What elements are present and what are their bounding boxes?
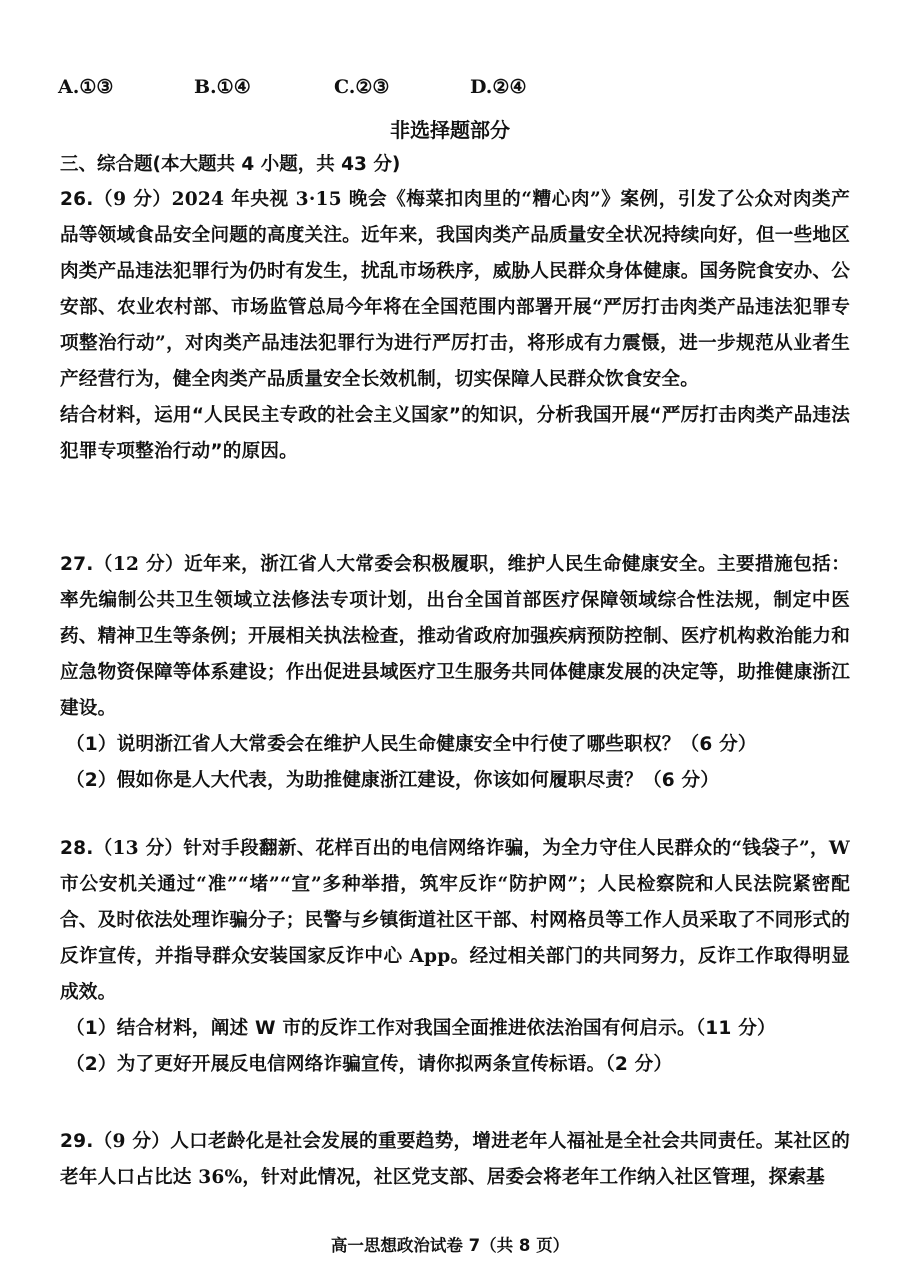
question-26-label: 26. [60,189,94,210]
page-footer: 高一思想政治试卷 7（共 8 页） [330,1236,570,1255]
option-a: A.①③ [58,76,114,98]
question-27 [60,547,850,799]
question-29-material [60,1124,850,1196]
part-heading: 三、综合题(本大题共 4 小题，共 43 分) [60,154,401,175]
question-27-label: 27. [60,554,94,575]
question-27-sub-2: （2）假如你是人大代表，为助推健康浙江建设，你该如何履职尽责？（6 分） [66,770,720,791]
question-26 [60,182,850,470]
question-26-text: （9 分）2024 年央视 3·15 晚会《梅菜扣肉里的“糟心肉”》案例，引发了公众对肉类产品等领域食品安全问题的高度关注。近年来，我国肉类产品质量安全状况持续向好，但一些地区肉类产品违法犯罪行为仍时有发生，扰乱市场秩序，威胁人民群众身体健康。国务院食安办、公安部、农业农村部、市场监管总局今年将在全国范围内部署开展“严厉打击肉类产品违法犯罪专项整治行动”，对肉类产品违法犯罪行为进行严厉打击，将形成有力震慑，进一步规范从业者生产经营行为，健全肉类产品质量安全长效机制，切实保障人民群众饮食安全。 [60,189,850,390]
option-d: D.②④ [470,76,527,98]
question-27-material [60,547,850,727]
option-c: C.②③ [334,76,390,98]
question-28-sub-2: （2）为了更好开展反电信网络诈骗宣传，请你拟两条宣传标语。（2 分） [66,1054,673,1075]
question-28-label: 28. [60,838,94,859]
question-29-text: （9 分）人口老龄化是社会发展的重要趋势，增进老年人福祉是全社会共同责任。某社区的老年人口占比达 36%，针对此情况，社区党支部、居委会将老年工作纳入社区管理，探索基 [60,1131,850,1188]
question-29-label: 29. [60,1131,94,1152]
question-26-material [60,182,850,398]
question-29 [60,1124,850,1196]
question-27-text: （12 分）近年来，浙江省人大常委会积极履职，维护人民生命健康安全。主要措施包括：率先编制公共卫生领域立法修法专项计划，出台全国首部医疗保障领域综合性法规，制定中医药、精神卫生等条例；开展相关执法检查，推动省政府加强疾病预防控制、医疗机构救治能力和应急物资保障等体系建设；作出促进县域医疗卫生服务共同体健康发展的决定等，助推健康浙江建设。 [60,554,850,719]
question-28-material [60,831,850,1011]
question-26-prompt: 结合材料，运用“人民民主专政的社会主义国家”的知识，分析我国开展“严厉打击肉类产品违法犯罪专项整治行动”的原因。 [60,405,850,462]
section-heading: 非选择题部分 [390,118,510,142]
question-28-sub-1: （1）结合材料，阐述 W 市的反诈工作对我国全面推进依法治国有何启示。（11 分） [66,1018,776,1039]
option-b: B.①④ [194,76,251,98]
question-28 [60,831,850,1083]
question-27-sub-1: （1）说明浙江省人大常委会在维护人民生命健康安全中行使了哪些职权？（6 分） [66,734,757,755]
question-28-text: （13 分）针对手段翻新、花样百出的电信网络诈骗，为全力守住人民群众的“钱袋子”，W 市公安机关通过“准”“堵”“宣”多种举措，筑牢反诈“防护网”；人民检察院和人民法院紧密配合、及时依法处理诈骗分子；民警与乡镇街道社区干部、村网格员等工作人员采取了不同形式的反诈宣传，并指导群众安装国家反诈中心 App。经过相关部门的共同努力，反诈工作取得明显成效。 [60,838,850,1003]
